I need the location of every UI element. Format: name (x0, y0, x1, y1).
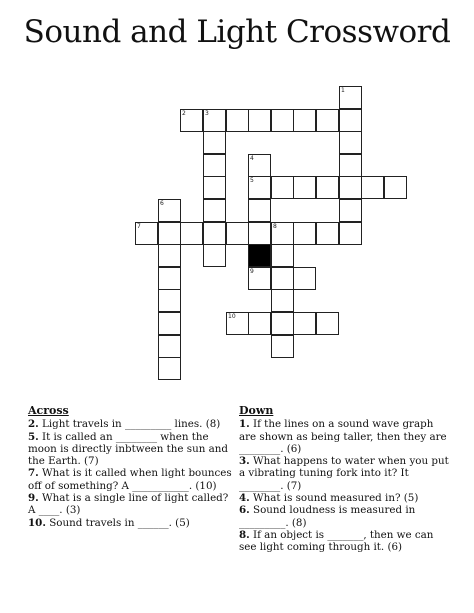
across-clue (28, 492, 233, 517)
grid-cell[interactable] (271, 267, 294, 290)
down-clue (239, 418, 449, 455)
clue-number: 4 (250, 155, 254, 162)
grid-cell[interactable] (271, 222, 294, 245)
grid-cell[interactable] (339, 109, 362, 132)
clue-number: 9 (250, 268, 254, 275)
clue-text: What happens to water when you put a vibrating tuning fork into it? It ________. (7) (239, 455, 449, 492)
grid-cell[interactable] (226, 222, 249, 245)
down-clue (239, 529, 449, 554)
clue-number: 1 (341, 87, 345, 94)
grid-cell[interactable] (339, 86, 362, 109)
grid-cell[interactable] (316, 312, 339, 335)
clue-number-label: 7. (28, 467, 39, 480)
grid-cell[interactable] (248, 176, 271, 199)
grid-cell[interactable] (316, 222, 339, 245)
clue-text: It is called an ________ when the moon is directly inbtween the sun and the Earth. (7) (28, 430, 228, 468)
grid-cell[interactable] (203, 199, 226, 222)
grid-cell[interactable] (271, 176, 294, 199)
grid-cell[interactable] (361, 176, 384, 199)
grid-cell[interactable] (271, 244, 294, 267)
clue-text: If an object is _______, then we can see light coming through it. (6) (239, 528, 434, 554)
clue-number: 6 (160, 200, 164, 207)
down-clue-list (239, 418, 449, 553)
grid-cell[interactable] (158, 222, 181, 245)
grid-cell[interactable] (158, 267, 181, 290)
page-title: Sound and Light Crossword (23, 14, 451, 50)
across-heading: Across (28, 404, 69, 417)
black-cell (248, 244, 271, 267)
grid-cell[interactable] (203, 222, 226, 245)
clue-number-label: 4. (239, 492, 250, 505)
grid-cell[interactable] (203, 244, 226, 267)
grid-cell[interactable] (158, 289, 181, 312)
grid-cell[interactable] (203, 176, 226, 199)
grid-cell[interactable] (158, 244, 181, 267)
grid-cell[interactable] (339, 199, 362, 222)
clue-number: 8 (273, 223, 277, 230)
clue-number: 3 (205, 110, 209, 117)
clue-number-label: 9. (28, 492, 39, 505)
grid-cell[interactable] (339, 154, 362, 177)
clue-text: If the lines on a sound wave graph are shown as being taller, then they are ________. (6) (239, 418, 447, 455)
clue-number-label: 2. (28, 418, 39, 431)
grid-cell[interactable] (339, 176, 362, 199)
across-clue (28, 517, 233, 529)
grid-cell[interactable] (180, 222, 203, 245)
down-heading: Down (239, 404, 274, 417)
clue-text: What is a single line of light called? A ____. (3) (28, 492, 229, 517)
across-clues (28, 405, 233, 529)
clue-number: 7 (137, 223, 141, 230)
grid-cell[interactable] (316, 109, 339, 132)
grid-cell[interactable] (158, 335, 181, 358)
grid-cell[interactable] (248, 199, 271, 222)
clue-number-label: 3. (239, 455, 250, 468)
grid-cell[interactable] (271, 109, 294, 132)
grid-cell[interactable] (339, 222, 362, 245)
grid-cell[interactable] (271, 335, 294, 358)
grid-cell[interactable] (203, 131, 226, 154)
across-clue (28, 418, 233, 430)
grid-cell[interactable] (384, 176, 407, 199)
grid-cell[interactable] (180, 109, 203, 132)
clue-number-label: 10. (28, 516, 46, 529)
across-clue (28, 467, 233, 492)
grid-cell[interactable] (158, 199, 181, 222)
grid-cell[interactable] (293, 222, 316, 245)
clue-number: 2 (182, 110, 186, 117)
down-clue (239, 504, 449, 529)
grid-cell[interactable] (293, 312, 316, 335)
grid-cell[interactable] (158, 312, 181, 335)
grid-cell[interactable] (203, 154, 226, 177)
grid-cell[interactable] (339, 131, 362, 154)
down-clue (239, 455, 449, 492)
clue-number-label: 6. (239, 504, 250, 517)
clue-text: Sound loudness is measured in _________. (8) (239, 504, 416, 529)
across-clue-list (28, 418, 233, 529)
clue-text: Sound travels in ______. (5) (45, 516, 190, 529)
clue-number-label: 8. (239, 528, 250, 541)
down-clues (239, 405, 449, 554)
grid-cell[interactable] (248, 109, 271, 132)
clue-number: 10 (228, 313, 236, 320)
grid-cell[interactable] (316, 176, 339, 199)
grid-cell[interactable] (203, 109, 226, 132)
grid-cell[interactable] (293, 267, 316, 290)
grid-cell[interactable] (135, 222, 158, 245)
grid-cell[interactable] (248, 267, 271, 290)
clue-number-label: 5. (28, 430, 39, 443)
grid-cell[interactable] (226, 312, 249, 335)
grid-cell[interactable] (248, 222, 271, 245)
grid-cell[interactable] (293, 176, 316, 199)
grid-cell[interactable] (248, 312, 271, 335)
clue-text: What is sound measured in? (5) (249, 492, 419, 505)
down-clue (239, 492, 449, 504)
clue-number: 5 (250, 177, 254, 184)
across-clue (28, 431, 233, 468)
grid-cell[interactable] (271, 289, 294, 312)
clue-number-label: 1. (239, 418, 250, 431)
clue-text: Light travels in _________ lines. (8) (38, 418, 221, 431)
grid-cell[interactable] (248, 154, 271, 177)
grid-cell[interactable] (226, 109, 249, 132)
grid-cell[interactable] (293, 109, 316, 132)
clue-text: What is it called when light bounces off of something? A ___________. (10) (28, 467, 232, 492)
grid-cell[interactable] (271, 312, 294, 335)
grid-cell[interactable] (158, 357, 181, 380)
